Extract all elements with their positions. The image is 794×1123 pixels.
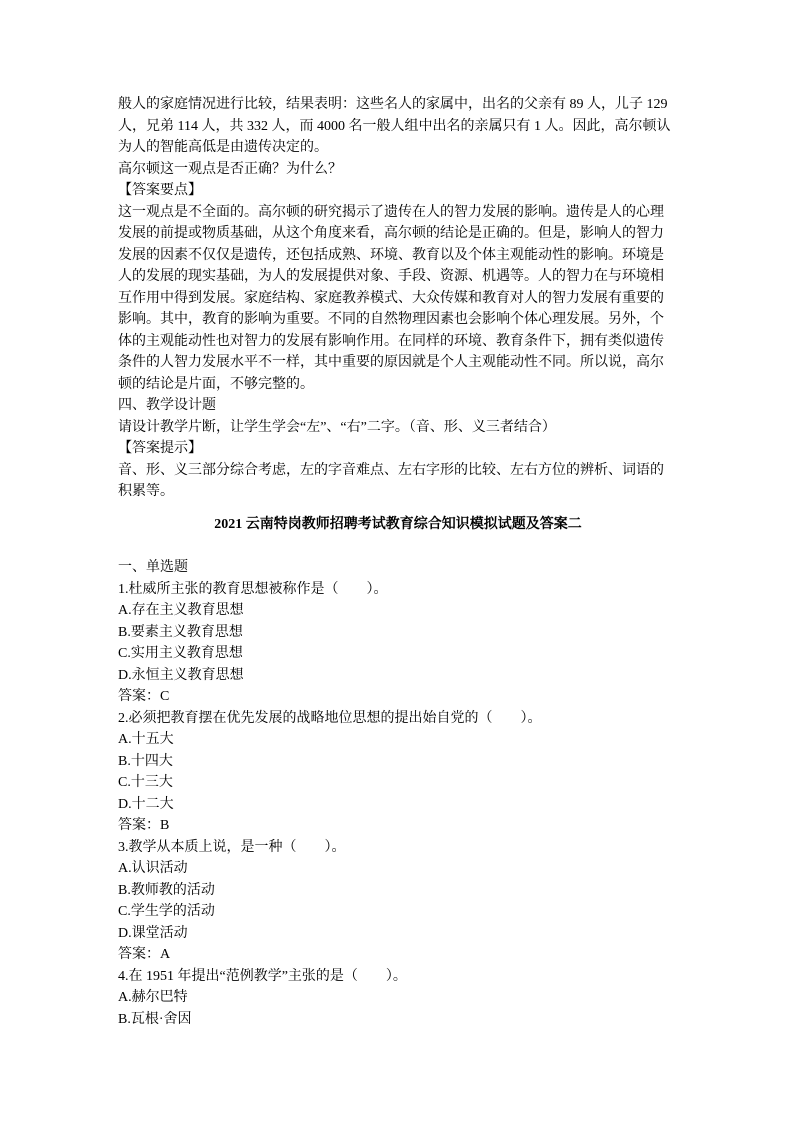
paragraph-line: 发展的前提或物质基础，从这个角度来看，高尔顿的结论是正确的。但是，影响人的智力 [118, 226, 664, 241]
option-line: B.十四大 [118, 753, 173, 769]
paragraph-line: 发展的因素不仅仅是遗传，还包括成熟、环境、教育以及个体主观能动性的影响。环境是 [118, 247, 664, 263]
paragraph-line: 影响。其中，教育的影响为重要。不同的自然物理因素也会影响个体心理发展。另外，个 [118, 312, 664, 327]
paragraph-line: 互作用中得到发展。家庭结构、家庭教养模式、大众传媒和教育对人的智力发展有重要的 [118, 290, 664, 306]
bracket-label: 【答案要点】 [118, 183, 202, 198]
option-line: B.瓦根·舍因 [118, 1011, 192, 1027]
section-heading: 四、教学设计题 [118, 398, 216, 413]
question-line: 4.在 1951 年提出“范例教学”主张的是（ ）。 [118, 968, 407, 984]
answer-line: 答案：B [118, 818, 170, 833]
paragraph-line: 音、形、义三部分综合考虑，左的字音难点、左右字形的比较、左右方位的辨析、词语的 [118, 462, 664, 478]
option-line: D.永恒主义教育思想 [118, 667, 244, 683]
paragraph-line: 人，兄弟 114 人，共 332 人，而 4000 名一般人组中出名的亲属只有 1 人。因此，高尔顿认 [118, 118, 671, 134]
paragraph-line: 这一观点是不全面的。高尔顿的研究揭示了遗传在人的智力发展的影响。遗传是人的心理 [118, 204, 664, 220]
question-line: 2.必须把教育摆在优先发展的战略地位思想的提出始自党的（ ）。 [118, 710, 542, 726]
paragraph-line: 体的主观能动性也对智力的发展有影响作用。在同样的环境、教育条件下，拥有类似遗传 [118, 333, 664, 349]
paragraph-line: 积累等。 [118, 484, 174, 499]
exam-title: 2021 云南特岗教师招聘考试教育综合知识模拟试题及答案二 [214, 516, 582, 532]
option-line: C.实用主义教育思想 [118, 646, 243, 661]
answer-line: 答案：C [118, 689, 170, 704]
paragraph-line: 为人的智能高低是由遗传决定的。 [118, 140, 328, 155]
option-line: A.十五大 [118, 732, 174, 747]
answer-line: 答案：A [118, 947, 171, 962]
option-line: D.课堂活动 [118, 925, 188, 941]
question-prompt-line: 高尔顿这一观点是否正确？为什么？ [118, 161, 342, 177]
document-body [118, 94, 678, 1030]
paragraph-line: 请设计教学片断，让学生学会“左”、“右”二字。（音、形、义三者结合） [118, 419, 556, 435]
paragraph-line: 条件的人智力发展水平不一样，其中重要的原因就是个人主观能动性不同。所以说，高尔 [118, 355, 664, 370]
paragraph-line: 般人的家庭情况进行比较，结果表明：这些名人的家属中，出名的父亲有 89 人，儿子 129 [118, 97, 668, 112]
option-line: A.赫尔巴特 [118, 990, 188, 1005]
paragraph-line: 人的发展的现实基础，为人的发展提供对象、手段、资源、机遇等。人的智力在与环境相 [118, 269, 664, 284]
paragraph-line: 顿的结论是片面，不够完整的。 [118, 376, 314, 392]
option-line: B.要素主义教育思想 [118, 624, 243, 640]
option-line: C.学生学的活动 [118, 904, 215, 919]
option-line: B.教师教的活动 [118, 882, 215, 898]
option-line: D.十二大 [118, 796, 174, 812]
option-line: C.十三大 [118, 775, 173, 790]
option-line: A.存在主义教育思想 [118, 603, 244, 618]
option-line: A.认识活动 [118, 861, 188, 876]
section-heading: 一、单选题 [118, 560, 188, 575]
question-line: 3.教学从本质上说，是一种（ ）。 [118, 839, 346, 855]
bracket-label: 【答案提示】 [118, 441, 202, 456]
question-line: 1.杜威所主张的教育思想被称作是（ ）。 [118, 581, 388, 597]
